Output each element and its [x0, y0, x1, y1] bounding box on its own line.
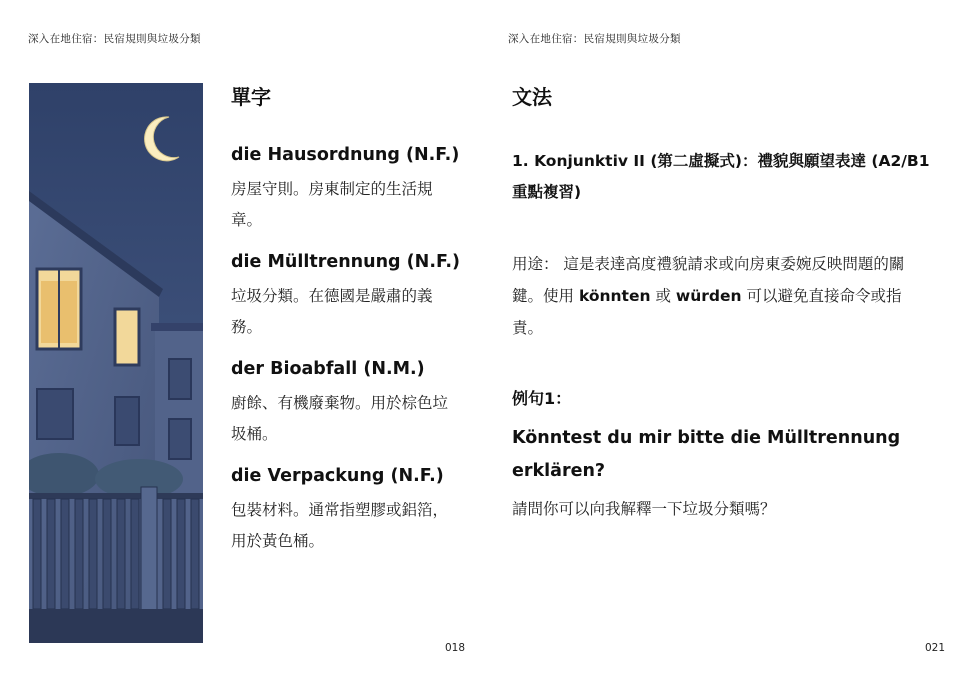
vocab-item	[231, 245, 461, 343]
right-page	[480, 0, 960, 678]
vocab-item	[231, 352, 461, 450]
vocab-term: die Verpackung (N.F.)	[231, 466, 444, 486]
usage-suffix: 可以避免直接命令或指責。	[512, 287, 902, 337]
vocab-term: der Bioabfall (N.M.)	[231, 359, 425, 379]
usage-paragraph	[512, 248, 932, 344]
running-head: 深入在地住宿：民宿規則與垃圾分類	[508, 33, 681, 45]
page-number: 021	[925, 642, 946, 654]
example-german: Könntest du mir bitte die Mülltrennung erklären?	[512, 428, 901, 481]
running-head: 深入在地住宿：民宿規則與垃圾分類	[28, 33, 201, 45]
grammar-section	[512, 80, 932, 524]
vocab-item	[231, 459, 461, 557]
usage-prefix: 用途： 這是表達高度禮貌請求或向房東委婉反映問題的關鍵。使用	[512, 255, 905, 305]
vocab-term: die Mülltrennung (N.F.)	[231, 252, 460, 272]
keyword-wurden: würden	[675, 287, 742, 305]
vocab-definition: 包裝材料。通常指塑膠或鋁箔，用於黃色桶。	[231, 501, 449, 550]
page-number: 018	[445, 642, 466, 654]
keyword-konnten: könnten	[578, 287, 651, 305]
vocab-term: die Hausordnung (N.F.)	[231, 145, 460, 165]
section-title: 單字	[231, 85, 271, 109]
example-translation: 請問你可以向我解釋一下垃圾分類嗎？	[512, 500, 776, 518]
night-house-illustration	[29, 83, 203, 643]
vocab-definition: 房屋守則。房東制定的生活規章。	[231, 180, 433, 229]
grammar-point-title: 1. Konjunktiv II (第二虛擬式)：禮貌與願望表達 (A2/B1 重點複習)	[512, 152, 930, 201]
vocab-definition: 垃圾分類。在德國是嚴肅的義務。	[231, 287, 433, 336]
vocabulary-list	[231, 138, 461, 557]
usage-connector: 或	[650, 287, 676, 305]
vocab-item	[231, 138, 461, 236]
vocab-definition: 廚餘、有機廢棄物。用於棕色垃圾桶。	[231, 394, 449, 443]
example-label: 例句1：	[512, 389, 572, 408]
section-title: 文法	[512, 85, 552, 109]
vocabulary-section	[231, 80, 461, 566]
